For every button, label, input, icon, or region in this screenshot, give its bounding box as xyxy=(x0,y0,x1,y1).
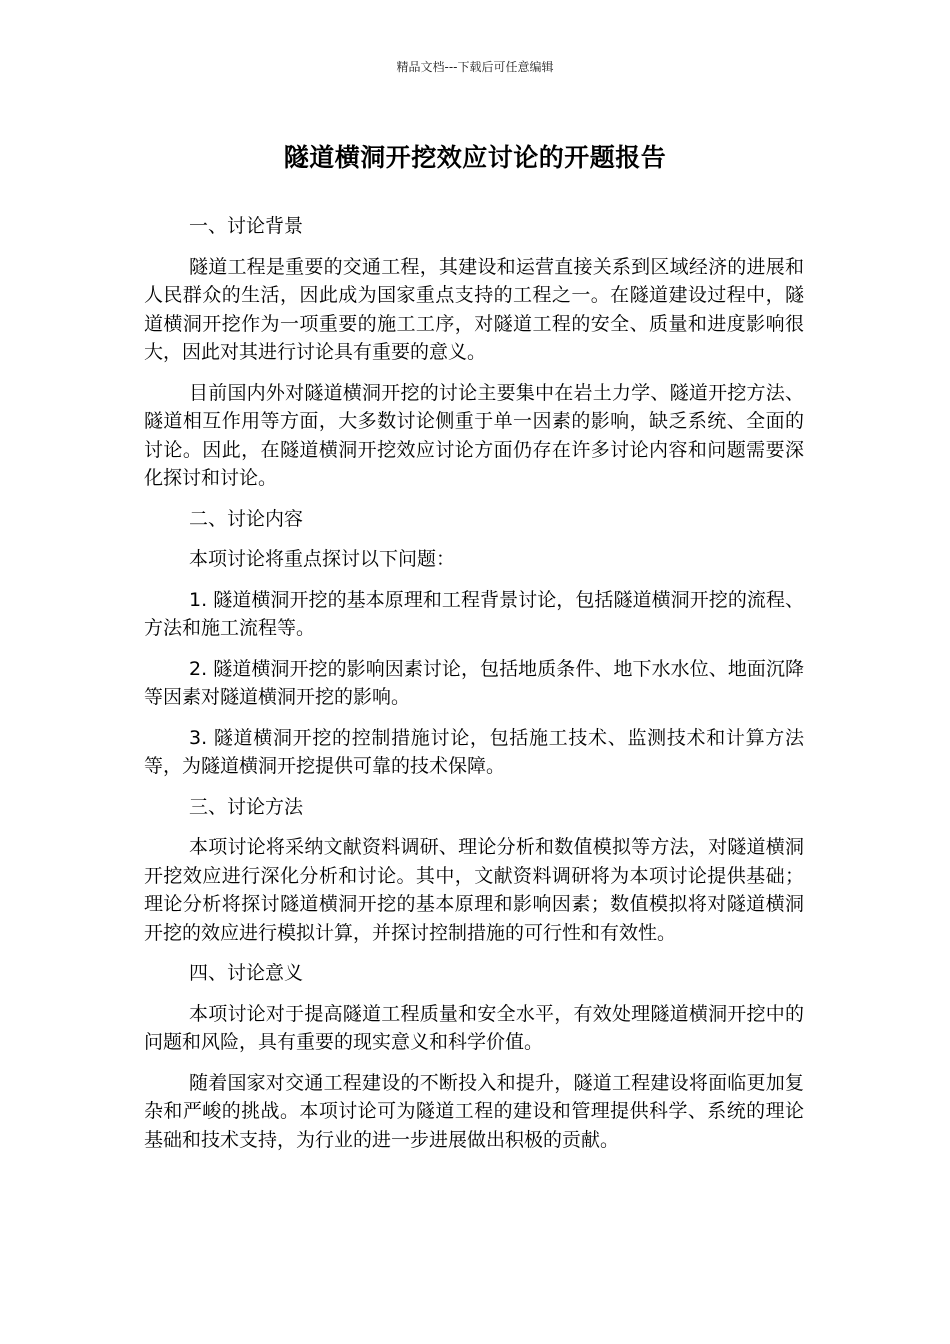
section-heading-background: 一、讨论背景 xyxy=(189,215,304,237)
list-item-3: 3. 隧道横洞开挖的控制措施讨论，包括施工技术、监测技术和计算方法等，为隧道横洞开挖提供可靠的技术保障。 xyxy=(144,726,804,777)
list-item-1: 1. 隧道横洞开挖的基本原理和工程背景讨论，包括隧道横洞开挖的流程、方法和施工流程等。 xyxy=(144,588,804,639)
section-heading-content: 二、讨论内容 xyxy=(189,507,304,530)
list-item-2: 2. 隧道横洞开挖的影响因素讨论，包括地质条件、地下水水位、地面沉降等因素对隧道横洞开挖的影响。 xyxy=(144,657,804,708)
section-heading-significance: 四、讨论意义 xyxy=(189,962,304,984)
paragraph-significance-2: 随着国家对交通工程建设的不断投入和提升，隧道工程建设将面临更加复杂和严峻的挑战。本项讨论可为隧道工程的建设和管理提供科学、系统的理论基础和技术支持，为行业的进一步进展做出积极的贡献。 xyxy=(144,1071,804,1151)
paragraph-background-1: 隧道工程是重要的交通工程，其建设和运营直接关系到区域经济的进展和人民群众的生活，因此成为国家重点支持的工程之一。在隧道建设过程中，隧道横洞开挖作为一项重要的施工工序，对隧道工程的安全、质量和进度影响很大，因此对其进行讨论具有重要的意义。 xyxy=(144,255,804,363)
page-header-note: 精品文档---下载后可任意编辑 xyxy=(396,60,554,74)
paragraph-method: 本项讨论将采纳文献资料调研、理论分析和数值模拟等方法，对隧道横洞开挖效应进行深化分析和讨论。其中，文献资料调研将为本项讨论提供基础；理论分析将探讨隧道横洞开挖的基本原理和影响因素；数值模拟将对隧道横洞开挖的效应进行模拟计算，并探讨控制措施的可行性和有效性。 xyxy=(144,836,804,944)
paragraph-background-2: 目前国内外对隧道横洞开挖的讨论主要集中在岩土力学、隧道开挖方法、隧道相互作用等方面，大多数讨论侧重于单一因素的影响，缺乏系统、全面的讨论。因此，在隧道横洞开挖效应讨论方面仍存在许多讨论内容和问题需要深化探讨和讨论。 xyxy=(144,381,804,489)
document-body xyxy=(144,212,804,1166)
paragraph-content-intro: 本项讨论将重点探讨以下问题： xyxy=(189,548,456,570)
paragraph-significance-1: 本项讨论对于提高隧道工程质量和安全水平，有效处理隧道横洞开挖中的问题和风险，具有重要的现实意义和科学价值。 xyxy=(144,1002,804,1053)
document-title: 隧道横洞开挖效应讨论的开题报告 xyxy=(283,143,667,172)
section-heading-method: 三、讨论方法 xyxy=(189,795,304,818)
